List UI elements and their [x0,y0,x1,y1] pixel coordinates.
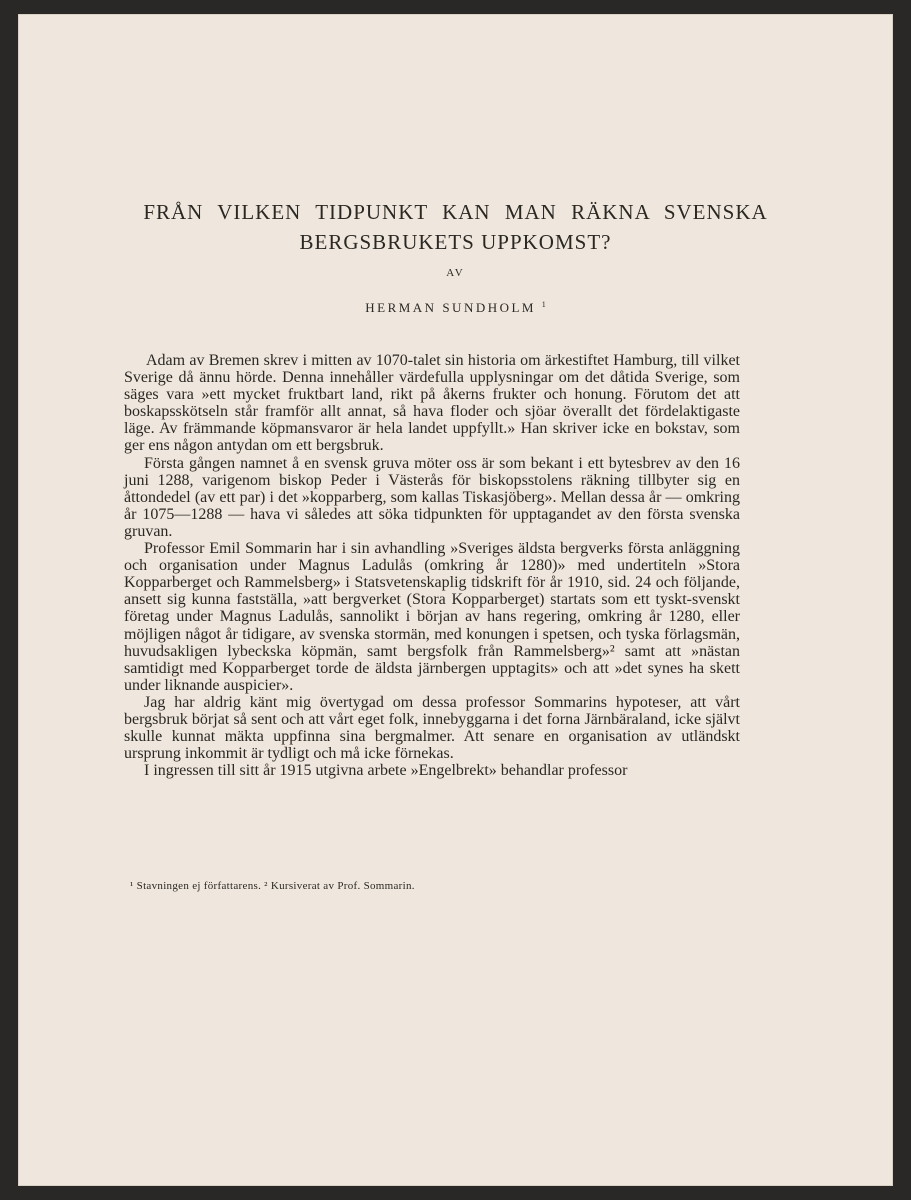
paragraph: Adam av Bremen skrev i mitten av 1070-talet sin historia om ärkestiftet Hamburg, till vilket Sverige då ännu hörde. Denna innehåller värdefulla upplysningar om det dåtida Sverige, som säges vara »ett mycket fruktbart land, rikt på åkerns frukter och honung. Förutom det att boskapsskötseln står framför allt annat, så hava floder och sjöar överallt det fördelaktigaste läge. Av främmande köpmansvaror är hela landet uppfyllt.» Han skriver icke en bokstav, som ger ens någon antydan om ett bergsbruk. [124,352,740,455]
footnotes: ¹ Stavningen ej författarens. ² Kursiverat av Prof. Sommarin. [130,880,415,892]
author-text: HERMAN SUNDHOLM [365,300,536,315]
paragraph: Professor Emil Sommarin har i sin avhandling »Sveriges äldsta bergverks första anläggning och organisation under Magnus Ladulås (omkring år 1280)» med undertiteln »Stora Kopparberget och Rammelsberg» i Statsvetenskaplig tidskrift för år 1910, sid. 24 och följande, ansett sig kunna fastställa, »att bergverket (Stora Kopparberget) startats som ett tyskt-svenskt företag under Magnus Ladulås, sannolikt i början av hans regering, omkring år 1280, eller möjligen något år tidigare, av svenska stormän, med konungen i spetsen, och tyska förlagsmän, huvudsakligen lybeckska köpmän, samt bergsfolk från Rammelsberg»² samt att »nästan samtidigt med Kopparberget torde de äldsta järnbergen upptagits» och att »det synes ha skett under liknande auspicier». [124,540,740,694]
author-footnote-mark: 1 [541,300,546,309]
byline-av: AV [446,267,465,279]
author-name [0,300,911,316]
title-line-1: FRÅN VILKEN TIDPUNKT KAN MAN RÄKNA SVENSKA [143,200,768,224]
body-text [124,352,740,779]
paragraph: Första gången namnet å en svensk gruva möter oss är som bekant i ett bytesbrev av den 16 juni 1288, varigenom biskop Peder i Västerås för biskopsstolens räkning tillbyter sig en åttondedel (av ett par) i det »kopparberg, som kallas Tiskasjöberg». Mellan dessa år — omkring år 1075—1288 — hava vi således att söka tidpunkten för upptagandet av den första svenska gruvan. [124,454,740,540]
paragraph: Jag har aldrig känt mig övertygad om dessa professor Sommarins hypoteser, att vårt bergsbruk börjat så sent och att vårt eget folk, innebyggarna i det forna Järnbäraland, icke självt skulle kunnat mäkta uppfinna sina bergmalmer. Att senare en organisation av utländskt ursprung inkommit är tydligt och må icke förnekas. [124,693,740,763]
paragraph: I ingressen till sitt år 1915 utgivna arbete »Engelbrekt» behandlar professor [144,762,628,780]
title-line-2: BERGSBRUKETS UPPKOMST? [299,230,612,254]
